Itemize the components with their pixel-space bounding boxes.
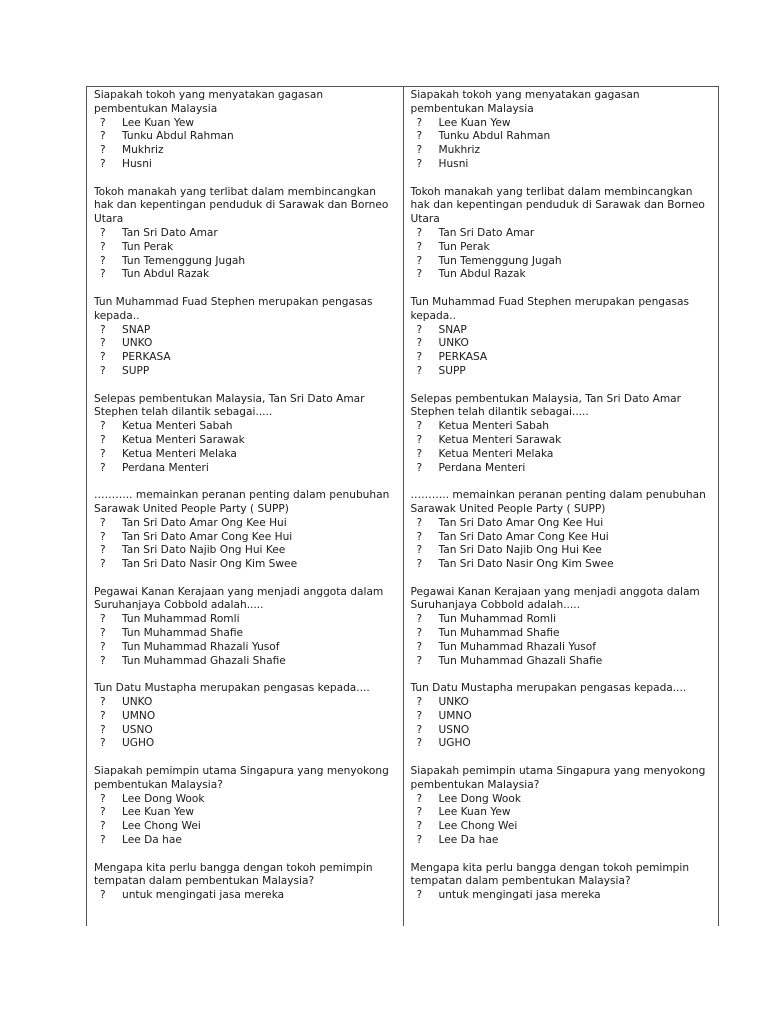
option-text: untuk mengingati jasa mereka bbox=[122, 889, 285, 902]
option-list bbox=[94, 696, 397, 751]
bullet-marker: ? bbox=[100, 351, 106, 364]
option-text: SNAP bbox=[122, 323, 151, 336]
option-text: Tan Sri Dato Nasir Ong Kim Swee bbox=[122, 558, 298, 571]
bullet-marker: ? bbox=[416, 351, 423, 364]
option-list bbox=[411, 420, 713, 475]
question-block bbox=[94, 489, 397, 572]
question-text: Tun Datu Mustapha merupakan pengasas kepada.... bbox=[94, 682, 370, 695]
option-item bbox=[94, 724, 397, 738]
option-item bbox=[411, 144, 713, 158]
option-list bbox=[94, 420, 397, 475]
option-item bbox=[411, 351, 713, 365]
option-list bbox=[94, 117, 397, 172]
option-text: Tun Muhammad Romli bbox=[438, 613, 557, 626]
option-item bbox=[94, 641, 397, 655]
option-item bbox=[94, 696, 397, 710]
option-text: Lee Kuan Yew bbox=[122, 806, 195, 819]
bullet-marker: ? bbox=[100, 130, 106, 143]
bullet-marker: ? bbox=[100, 709, 106, 722]
option-item bbox=[94, 337, 397, 351]
option-item bbox=[411, 130, 713, 144]
option-text: SNAP bbox=[438, 323, 467, 336]
bullet-marker: ? bbox=[100, 268, 106, 281]
question-text: Tokoh manakah yang terlibat dalam membincangkan hak dan kepentingan penduduk di Sarawak dan Borneo Utara bbox=[94, 185, 389, 226]
question-text: ……….. memainkan peranan penting dalam penubuhan Sarawak United People Party ( SUPP) bbox=[94, 489, 390, 515]
option-text: Tan Sri Dato Amar Ong Kee Hui bbox=[122, 516, 287, 529]
option-item bbox=[411, 544, 713, 558]
option-item bbox=[411, 655, 713, 669]
option-text: Lee Chong Wei bbox=[438, 820, 518, 833]
option-item bbox=[411, 448, 713, 462]
bullet-marker: ? bbox=[100, 640, 106, 653]
option-item bbox=[94, 268, 397, 282]
option-text: Tan Sri Dato Amar bbox=[122, 226, 218, 239]
option-text: PERKASA bbox=[122, 351, 171, 364]
bullet-marker: ? bbox=[100, 613, 106, 626]
option-list bbox=[94, 613, 397, 668]
option-item bbox=[411, 793, 713, 807]
left-column bbox=[87, 87, 403, 926]
bullet-marker: ? bbox=[100, 240, 106, 253]
bullet-marker: ? bbox=[100, 696, 106, 709]
bullet-marker: ? bbox=[416, 447, 423, 460]
option-item bbox=[94, 434, 397, 448]
bullet-marker: ? bbox=[100, 323, 106, 336]
option-item bbox=[94, 255, 397, 269]
bullet-marker: ? bbox=[416, 696, 423, 709]
option-item bbox=[94, 448, 397, 462]
option-item bbox=[411, 434, 713, 448]
question-text: Selepas pembentukan Malaysia, Tan Sri Dato Amar Stephen telah dilantik sebagai..... bbox=[94, 392, 365, 419]
question-text: Tun Muhammad Fuad Stephen merupakan pengasas kepada.. bbox=[410, 295, 690, 322]
bullet-marker: ? bbox=[100, 806, 106, 819]
option-list bbox=[411, 227, 713, 282]
option-text: Tun Muhammad Ghazali Shafie bbox=[122, 654, 286, 667]
option-text: Tunku Abdul Rahman bbox=[438, 130, 551, 143]
option-text: USNO bbox=[122, 723, 153, 736]
bullet-marker: ? bbox=[100, 516, 106, 529]
option-text: UMNO bbox=[122, 709, 156, 722]
bullet-marker: ? bbox=[416, 420, 423, 433]
option-item bbox=[94, 710, 397, 724]
option-text: Ketua Menteri Sabah bbox=[438, 420, 550, 433]
question-block bbox=[411, 862, 713, 903]
bullet-marker: ? bbox=[100, 433, 106, 446]
option-list bbox=[94, 517, 397, 572]
bullet-marker: ? bbox=[416, 558, 423, 571]
bullet-marker: ? bbox=[100, 723, 106, 736]
option-item bbox=[411, 268, 713, 282]
question-text: Pegawai Kanan Kerajaan yang menjadi anggota dalam Suruhanjaya Cobbold adalah..... bbox=[410, 585, 700, 612]
option-text: Husni bbox=[122, 157, 152, 170]
bullet-marker: ? bbox=[416, 613, 423, 626]
question-text: Siapakah pemimpin utama Singapura yang menyokong pembentukan Malaysia? bbox=[410, 765, 706, 791]
bullet-marker: ? bbox=[100, 337, 106, 350]
option-item bbox=[94, 544, 397, 558]
option-text: SUPP bbox=[122, 364, 150, 377]
option-text: Lee Kuan Yew bbox=[438, 806, 511, 819]
option-item bbox=[411, 462, 713, 476]
option-text: UGHO bbox=[438, 737, 471, 750]
bullet-marker: ? bbox=[100, 654, 106, 667]
option-item bbox=[411, 558, 713, 572]
question-text: Tokoh manakah yang terlibat dalam membincangkan hak dan kepentingan penduduk di Sarawak dan Borneo Utara bbox=[410, 185, 705, 226]
option-text: Ketua Menteri Sarawak bbox=[438, 433, 562, 446]
bullet-marker: ? bbox=[100, 558, 106, 571]
option-item bbox=[411, 641, 713, 655]
question-block bbox=[94, 89, 397, 172]
bullet-marker: ? bbox=[416, 530, 423, 543]
question-block bbox=[94, 765, 397, 848]
question-text: Pegawai Kanan Kerajaan yang menjadi anggota dalam Suruhanjaya Cobbold adalah..... bbox=[94, 585, 384, 612]
option-item bbox=[94, 793, 397, 807]
option-text: Husni bbox=[438, 157, 469, 170]
question-block bbox=[411, 489, 713, 572]
bullet-marker: ? bbox=[100, 530, 106, 543]
bullet-marker: ? bbox=[100, 364, 106, 377]
option-item bbox=[94, 351, 397, 365]
bullet-marker: ? bbox=[416, 516, 423, 529]
question-text: Siapakah tokoh yang menyatakan gagasan pembentukan Malaysia bbox=[94, 89, 324, 115]
bullet-marker: ? bbox=[100, 544, 106, 557]
option-text: Ketua Menteri Melaka bbox=[122, 447, 237, 460]
option-text: Lee Dong Wook bbox=[438, 792, 522, 805]
option-item bbox=[94, 144, 397, 158]
bullet-marker: ? bbox=[100, 737, 106, 750]
option-text: Perdana Menteri bbox=[122, 461, 209, 474]
option-item bbox=[94, 241, 397, 255]
option-text: SUPP bbox=[438, 364, 466, 377]
option-text: Mukhriz bbox=[438, 144, 481, 157]
option-text: Lee Kuan Yew bbox=[438, 116, 511, 129]
option-item bbox=[411, 820, 713, 834]
option-text: Tun Abdul Razak bbox=[438, 268, 526, 281]
option-item bbox=[94, 531, 397, 545]
bullet-marker: ? bbox=[416, 433, 423, 446]
question-text: Selepas pembentukan Malaysia, Tan Sri Dato Amar Stephen telah dilantik sebagai..... bbox=[410, 392, 681, 419]
option-item bbox=[411, 613, 713, 627]
option-list bbox=[411, 696, 713, 751]
option-text: Lee Dong Wook bbox=[122, 792, 205, 805]
bullet-marker: ? bbox=[100, 627, 106, 640]
option-text: Tunku Abdul Rahman bbox=[122, 130, 234, 143]
question-block bbox=[94, 586, 397, 669]
question-block bbox=[94, 682, 397, 751]
question-block bbox=[411, 393, 713, 476]
option-text: Tun Muhammad Shafie bbox=[438, 627, 560, 640]
bullet-marker: ? bbox=[100, 461, 106, 474]
option-text: Tun Muhammad Romli bbox=[122, 613, 240, 626]
option-list bbox=[411, 613, 713, 668]
bullet-marker: ? bbox=[416, 806, 423, 819]
option-text: PERKASA bbox=[438, 351, 488, 364]
option-item bbox=[411, 365, 713, 379]
option-text: Tan Sri Dato Amar bbox=[438, 226, 535, 239]
question-text: Siapakah tokoh yang menyatakan gagasan pembentukan Malaysia bbox=[410, 89, 640, 115]
bullet-marker: ? bbox=[416, 627, 423, 640]
bullet-marker: ? bbox=[416, 889, 423, 902]
bullet-marker: ? bbox=[416, 116, 423, 129]
question-text: Mengapa kita perlu bangga dengan tokoh pemimpin tempatan dalam pembentukan Malaysia? bbox=[410, 861, 690, 888]
bullet-marker: ? bbox=[416, 723, 423, 736]
option-item bbox=[94, 324, 397, 338]
bullet-marker: ? bbox=[100, 447, 106, 460]
question-block bbox=[94, 393, 397, 476]
option-text: Tan Sri Dato Amar Cong Kee Hui bbox=[122, 530, 293, 543]
question-text: Tun Datu Mustapha merupakan pengasas kepada.... bbox=[410, 682, 687, 695]
bullet-marker: ? bbox=[100, 420, 106, 433]
bullet-marker: ? bbox=[100, 254, 106, 267]
option-text: Tun Temenggung Jugah bbox=[438, 254, 562, 267]
option-item bbox=[94, 627, 397, 641]
option-item bbox=[411, 241, 713, 255]
option-list bbox=[411, 324, 713, 379]
option-item bbox=[94, 227, 397, 241]
bullet-marker: ? bbox=[416, 157, 423, 170]
bullet-marker: ? bbox=[416, 226, 423, 239]
option-text: Lee Da hae bbox=[122, 834, 182, 847]
option-text: UNKO bbox=[438, 696, 469, 709]
option-item bbox=[94, 365, 397, 379]
bullet-marker: ? bbox=[416, 144, 423, 157]
bullet-marker: ? bbox=[100, 792, 106, 805]
question-block bbox=[411, 186, 713, 283]
bullet-marker: ? bbox=[100, 820, 106, 833]
option-list bbox=[411, 517, 713, 572]
option-text: UNKO bbox=[438, 337, 469, 350]
option-item bbox=[411, 710, 713, 724]
option-item bbox=[94, 558, 397, 572]
question-text: Tun Muhammad Fuad Stephen merupakan pengasas kepada.. bbox=[94, 295, 373, 322]
option-item bbox=[94, 889, 397, 903]
option-text: Lee Kuan Yew bbox=[122, 116, 195, 129]
option-text: untuk mengingati jasa mereka bbox=[438, 889, 601, 902]
question-block bbox=[411, 89, 713, 172]
bullet-marker: ? bbox=[416, 834, 423, 847]
option-item bbox=[411, 158, 713, 172]
bullet-marker: ? bbox=[416, 240, 423, 253]
option-text: Ketua Menteri Melaka bbox=[438, 447, 554, 460]
option-text: Tan Sri Dato Nasir Ong Kim Swee bbox=[438, 558, 614, 571]
option-item bbox=[94, 806, 397, 820]
option-text: Tun Temenggung Jugah bbox=[122, 254, 246, 267]
option-text: UNKO bbox=[122, 337, 153, 350]
option-text: USNO bbox=[438, 723, 470, 736]
option-text: UGHO bbox=[122, 737, 155, 750]
option-list bbox=[94, 324, 397, 379]
bullet-marker: ? bbox=[416, 268, 423, 281]
option-item bbox=[94, 420, 397, 434]
option-list bbox=[94, 889, 397, 903]
option-item bbox=[411, 324, 713, 338]
option-item bbox=[94, 834, 397, 848]
question-block bbox=[94, 296, 397, 379]
option-text: Tun Muhammad Ghazali Shafie bbox=[438, 654, 603, 667]
option-list bbox=[94, 227, 397, 282]
question-block bbox=[94, 186, 397, 283]
option-item bbox=[411, 806, 713, 820]
question-text: Siapakah pemimpin utama Singapura yang menyokong pembentukan Malaysia? bbox=[94, 765, 389, 791]
option-item bbox=[411, 627, 713, 641]
option-item bbox=[411, 420, 713, 434]
option-item bbox=[94, 158, 397, 172]
option-text: UMNO bbox=[438, 709, 472, 722]
option-text: Tan Sri Dato Amar Cong Kee Hui bbox=[438, 530, 609, 543]
option-item bbox=[411, 889, 713, 903]
option-item bbox=[94, 517, 397, 531]
option-text: Perdana Menteri bbox=[438, 461, 526, 474]
option-item bbox=[94, 613, 397, 627]
bullet-marker: ? bbox=[100, 834, 106, 847]
bullet-marker: ? bbox=[416, 709, 423, 722]
option-item bbox=[94, 655, 397, 669]
bullet-marker: ? bbox=[100, 226, 106, 239]
bullet-marker: ? bbox=[416, 461, 423, 474]
bullet-marker: ? bbox=[416, 323, 423, 336]
option-list bbox=[411, 793, 713, 848]
option-list bbox=[411, 889, 713, 903]
option-item bbox=[411, 227, 713, 241]
option-text: Tun Muhammad Rhazali Yusof bbox=[122, 640, 280, 653]
option-item bbox=[411, 117, 713, 131]
option-text: Tun Abdul Razak bbox=[122, 268, 210, 281]
option-text: Tun Muhammad Rhazali Yusof bbox=[438, 640, 597, 653]
option-item bbox=[411, 255, 713, 269]
option-list bbox=[94, 793, 397, 848]
question-block bbox=[94, 862, 397, 903]
option-item bbox=[411, 696, 713, 710]
option-item bbox=[411, 737, 713, 751]
bullet-marker: ? bbox=[416, 737, 423, 750]
bullet-marker: ? bbox=[100, 116, 106, 129]
bullet-marker: ? bbox=[416, 254, 423, 267]
bullet-marker: ? bbox=[416, 640, 423, 653]
option-text: Lee Da hae bbox=[438, 834, 499, 847]
question-block bbox=[411, 682, 713, 751]
option-item bbox=[94, 820, 397, 834]
bullet-marker: ? bbox=[416, 820, 423, 833]
question-text: ……….. memainkan peranan penting dalam penubuhan Sarawak United People Party ( SUPP) bbox=[410, 489, 706, 515]
option-item bbox=[411, 337, 713, 351]
right-column bbox=[403, 87, 719, 926]
option-item bbox=[411, 531, 713, 545]
option-item bbox=[411, 517, 713, 531]
option-text: Tan Sri Dato Najib Ong Hui Kee bbox=[438, 544, 602, 557]
option-text: Tun Perak bbox=[438, 240, 490, 253]
option-text: Lee Chong Wei bbox=[122, 820, 201, 833]
bullet-marker: ? bbox=[416, 130, 423, 143]
bullet-marker: ? bbox=[100, 144, 106, 157]
bullet-marker: ? bbox=[416, 337, 423, 350]
bullet-marker: ? bbox=[416, 654, 423, 667]
option-text: Ketua Menteri Sabah bbox=[122, 420, 233, 433]
option-text: Ketua Menteri Sarawak bbox=[122, 433, 245, 446]
bullet-marker: ? bbox=[416, 544, 423, 557]
option-item bbox=[94, 462, 397, 476]
option-item bbox=[411, 834, 713, 848]
option-text: Mukhriz bbox=[122, 144, 164, 157]
question-text: Mengapa kita perlu bangga dengan tokoh pemimpin tempatan dalam pembentukan Malaysia? bbox=[94, 861, 373, 888]
option-text: Tan Sri Dato Amar Ong Kee Hui bbox=[438, 516, 604, 529]
question-block bbox=[411, 765, 713, 848]
option-text: Tun Perak bbox=[122, 240, 174, 253]
option-item bbox=[94, 117, 397, 131]
option-text: UNKO bbox=[122, 696, 153, 709]
bullet-marker: ? bbox=[100, 157, 106, 170]
question-block bbox=[411, 586, 713, 669]
option-item bbox=[94, 130, 397, 144]
option-text: Tun Muhammad Shafie bbox=[122, 627, 244, 640]
question-block bbox=[411, 296, 713, 379]
option-item bbox=[411, 724, 713, 738]
bullet-marker: ? bbox=[100, 889, 106, 902]
option-item bbox=[94, 737, 397, 751]
worksheet-table bbox=[86, 86, 719, 926]
bullet-marker: ? bbox=[416, 792, 423, 805]
option-text: Tan Sri Dato Najib Ong Hui Kee bbox=[122, 544, 286, 557]
bullet-marker: ? bbox=[416, 364, 423, 377]
option-list bbox=[411, 117, 713, 172]
